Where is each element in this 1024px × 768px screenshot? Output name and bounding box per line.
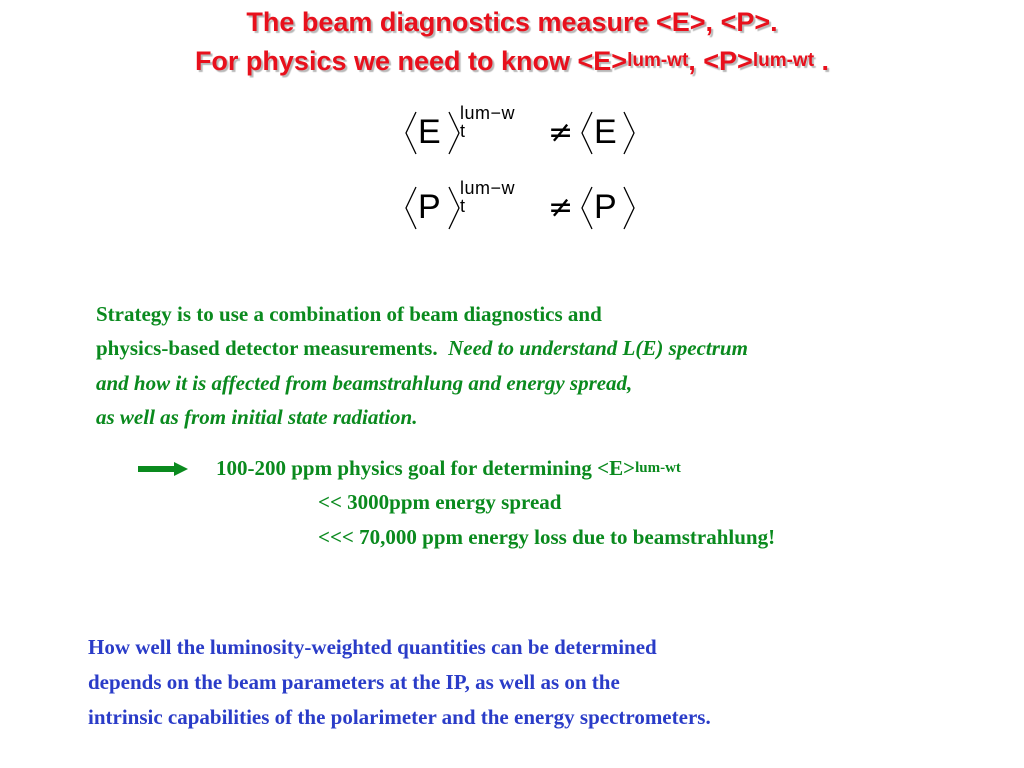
title-line-2-sup-1: lum-wt xyxy=(627,50,689,71)
equation-polarization-relation: ≠ xyxy=(548,190,574,225)
goal-line-1-prefix: 100-200 ppm physics goal for determining xyxy=(216,456,598,480)
goal-line-2: << 3000ppm energy spread xyxy=(318,490,562,514)
equation-energy-symbol: E xyxy=(418,113,441,151)
title-line-2 xyxy=(0,46,1024,77)
equation-energy-relation: ≠ xyxy=(548,115,574,150)
title-line-1-text: The beam diagnostics measure <E>, <P>. xyxy=(246,7,778,37)
goal-line-1 xyxy=(216,456,681,483)
conclusion-line-3: intrinsic capabilities of the polarimeter and the energy spectrometers. xyxy=(88,705,711,729)
strategy-line-1: Strategy is to use a combination of beam diagnostics and xyxy=(96,302,602,326)
equation-polarization-superscript: lum−w t xyxy=(460,178,516,216)
title-line-2-suffix: . xyxy=(814,46,830,76)
equation-energy-rhs: E xyxy=(594,113,617,151)
strategy-line-2-italic: Need to understand L(E) spectrum xyxy=(448,336,748,360)
conclusion-line-2: depends on the beam parameters at the IP, as well as on the xyxy=(88,670,620,694)
equation-polarization-rhs: P xyxy=(594,188,617,226)
equation-polarization-symbol: P xyxy=(418,188,441,226)
strategy-line-3-italic: and how it is affected from beamstrahlung and energy spread, xyxy=(96,371,633,395)
right-arrow-icon xyxy=(138,462,188,476)
title-line-2-prefix: For physics we need to know <E> xyxy=(194,46,628,76)
strategy-line-2-normal: physics-based detector measurements. xyxy=(96,336,438,360)
goal-line-1-symbol: <E> xyxy=(597,456,636,480)
title-line-2-sup-2: lum-wt xyxy=(752,50,815,71)
strategy-line-2 xyxy=(96,336,748,360)
goal-line-1-sup: lum-wt xyxy=(635,460,681,476)
strategy-line-4-italic: as well as from initial state radiation. xyxy=(96,405,418,429)
title-line-1 xyxy=(0,7,1024,38)
conclusion-line-1: How well the luminosity-weighted quantities can be determined xyxy=(88,635,657,659)
title-line-2-mid: , <P> xyxy=(688,46,753,76)
equation-energy-superscript: lum−w t xyxy=(460,103,516,141)
strategy-line-4 xyxy=(96,405,417,429)
strategy-line-3 xyxy=(96,371,632,395)
goal-line-3: <<< 70,000 ppm energy loss due to beamstrahlung! xyxy=(318,525,776,549)
